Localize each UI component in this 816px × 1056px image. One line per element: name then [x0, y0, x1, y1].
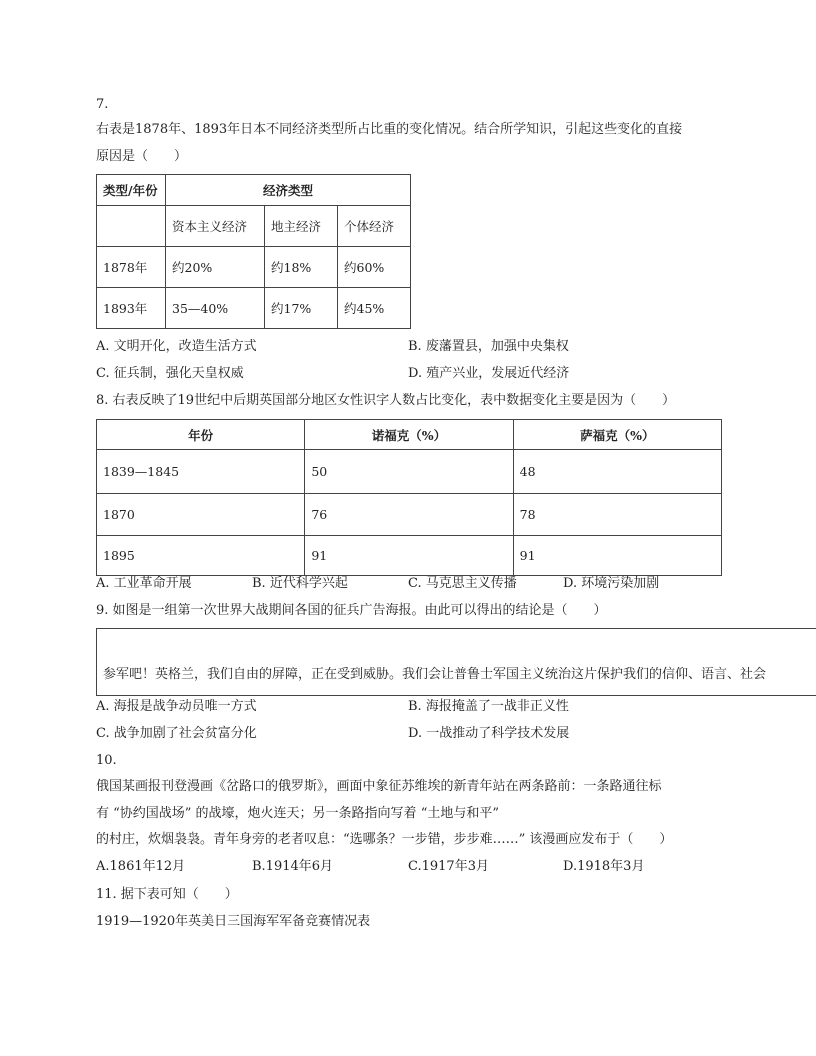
- q8-cell: 91: [305, 536, 513, 576]
- q7-option-d: D. 殖产兴业，发展近代经济: [408, 366, 570, 381]
- q8-cell: 91: [513, 536, 721, 576]
- q7-row-year: 1893年: [97, 288, 166, 329]
- q8-cell: 1895: [97, 536, 305, 576]
- q11-stem: 11. 据下表可知（ ）: [96, 887, 238, 902]
- q10-number: 10.: [96, 753, 117, 768]
- q9-option-a: A. 海报是战争动员唯一方式: [96, 699, 257, 714]
- table-row: [97, 288, 411, 329]
- q8-stem: 8. 右表反映了19世纪中后期英国部分地区女性识字人数占比变化，表中数据变化主要是因为（ ）: [96, 393, 676, 408]
- q7-cell: 约45%: [338, 288, 411, 329]
- q8-header: 诺福克（%）: [305, 420, 513, 450]
- q7-table-corner: 类型/年份: [97, 175, 166, 206]
- q7-stem-line1: 右表是1878年、1893年日本不同经济类型所占比重的变化情况。结合所学知识，引起这些变化的直接: [96, 122, 683, 137]
- q7-table-group-header: 经济类型: [166, 175, 411, 206]
- q8-cell: 78: [513, 494, 721, 536]
- q10-line3: 的村庄，炊烟袅袅。青年身旁的老者叹息：“选哪条？一步错，步步难……” 该漫画应发布于（ ）: [96, 832, 673, 847]
- q7-table-empty-cell: [97, 206, 166, 247]
- table-row: [97, 450, 722, 494]
- q7-cell: 约17%: [265, 288, 338, 329]
- q10-option-d: D.1918年3月: [563, 859, 645, 874]
- q7-cell: 约60%: [338, 247, 411, 288]
- q7-row-year: 1878年: [97, 247, 166, 288]
- q10-line1: 俄国某画报刊登漫画《岔路口的俄罗斯》，画面中象征苏维埃的新青年站在两条路前：一条路通往标: [96, 779, 662, 794]
- q8-header: 萨福克（%）: [513, 420, 721, 450]
- q10-option-c: C.1917年3月: [408, 859, 489, 874]
- q9-option-d: D. 一战推动了科学技术发展: [408, 726, 570, 741]
- q9-poster-box: [96, 628, 816, 696]
- q7-option-c: C. 征兵制，强化天皇权威: [96, 366, 244, 381]
- table-row: [97, 494, 722, 536]
- q7-table-col-header: 个体经济: [338, 206, 411, 247]
- q8-option-d: D. 环境污染加剧: [563, 576, 660, 591]
- q8-header: 年份: [97, 420, 305, 450]
- q10-option-b: B.1914年6月: [252, 859, 334, 874]
- q7-cell: 约20%: [166, 247, 265, 288]
- table-row: [97, 247, 411, 288]
- q8-cell: 1870: [97, 494, 305, 536]
- q9-poster-text: 参军吧！英格兰，我们自由的屏障，正在受到威胁。我们会让普鲁士军国主义统治这片保护我们的信仰、语言、社会: [103, 667, 767, 682]
- q8-table: [96, 419, 722, 576]
- q7-table: [96, 174, 411, 329]
- q8-option-a: A. 工业革命开展: [96, 576, 192, 591]
- q9-option-b: B. 海报掩盖了一战非正义性: [408, 699, 569, 714]
- q7-table-col-header: 资本主义经济: [166, 206, 265, 247]
- q8-cell: 48: [513, 450, 721, 494]
- q9-stem: 9. 如图是一组第一次世界大战期间各国的征兵广告海报。由此可以得出的结论是（ ）: [96, 603, 607, 618]
- q7-option-a: A. 文明开化，改造生活方式: [96, 339, 257, 354]
- q7-stem-line2: 原因是（ ）: [96, 149, 188, 164]
- q7-number: 7.: [96, 97, 109, 112]
- q8-option-c: C. 马克思主义传播: [408, 576, 517, 591]
- table-row: [97, 536, 722, 576]
- q8-cell: 50: [305, 450, 513, 494]
- q7-cell: 35—40%: [166, 288, 265, 329]
- q8-cell: 76: [305, 494, 513, 536]
- q11-table-caption: 1919—1920年英美日三国海军军备竞赛情况表: [96, 914, 371, 929]
- q10-line2: 有 “协约国战场” 的战壕，炮火连天；另一条路指向写着 “土地与和平”: [96, 806, 499, 821]
- q10-option-a: A.1861年12月: [96, 859, 186, 874]
- q7-cell: 约18%: [265, 247, 338, 288]
- q8-cell: 1839—1845: [97, 450, 305, 494]
- q7-table-col-header: 地主经济: [265, 206, 338, 247]
- q7-option-b: B. 废藩置县，加强中央集权: [408, 339, 569, 354]
- q9-option-c: C. 战争加剧了社会贫富分化: [96, 726, 257, 741]
- q8-option-b: B. 近代科学兴起: [252, 576, 348, 591]
